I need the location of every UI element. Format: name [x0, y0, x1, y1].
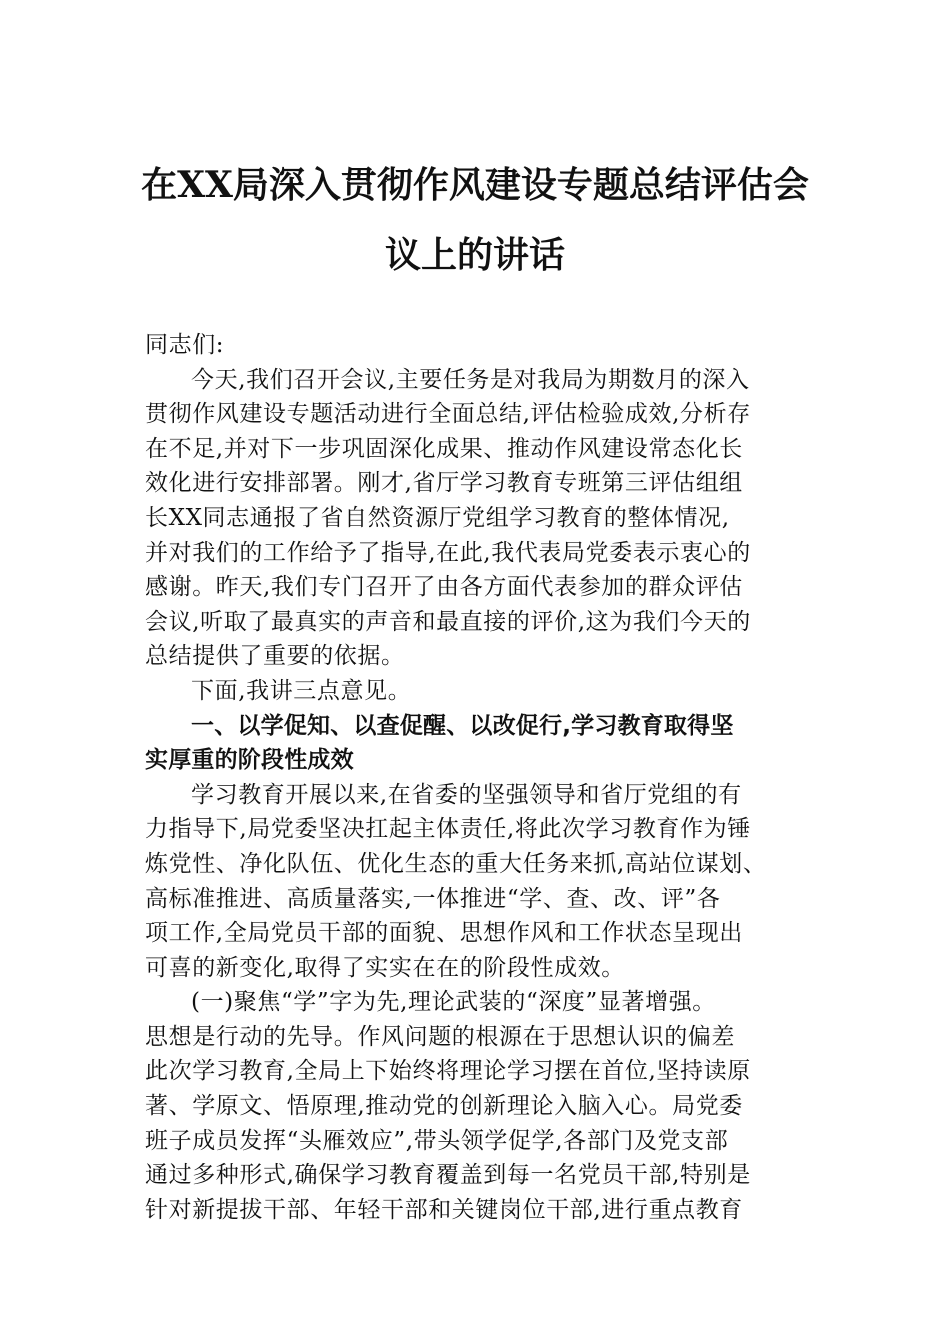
- body-text-line: (一)聚焦“学”字为先,理论武装的“深度”显著增强。: [191, 989, 716, 1016]
- section-heading-line: 实厚重的阶段性成效: [145, 747, 354, 774]
- body-text-line: 今天,我们召开会议,主要任务是对我局为期数月的深入: [191, 366, 750, 393]
- document-body: [145, 328, 807, 1227]
- document-title-line-2: 议上的讲话: [384, 234, 565, 276]
- document-title-line-1: 在XX局深入贯彻作风建设专题总结评估会: [141, 164, 809, 206]
- body-text-line: 贯彻作风建设专题活动进行全面总结,评估检验成效,分析存: [145, 401, 751, 428]
- body-text-line: 下面,我讲三点意见。: [191, 677, 412, 704]
- body-text-line: 总结提供了重要的依据。: [145, 643, 405, 670]
- body-text-line: 效化进行安排部署。刚才,省厅学习教育专班第三评估组组: [145, 470, 743, 497]
- section-heading-line: 一、以学促知、以查促醒、以改促行,学习教育取得坚: [191, 712, 734, 739]
- body-text-line: 炼党性、净化队伍、优化生态的重大任务来抓,高站位谋划、: [145, 850, 767, 877]
- body-text-line: 学习教育开展以来,在省委的坚强领导和省厅党组的有: [191, 781, 742, 808]
- body-text-line: 力指导下,局党委坚决扛起主体责任,将此次学习教育作为锤: [145, 816, 751, 843]
- body-text-line: 在不足,并对下一步巩固深化成果、推动作风建设常态化长: [145, 435, 743, 462]
- body-text-line: 项工作,全局党员干部的面貌、思想作风和工作状态呈现出: [145, 920, 743, 947]
- body-text-line: 此次学习教育,全局上下始终将理论学习摆在首位,坚持读原: [145, 1058, 751, 1085]
- body-text-line: 可喜的新变化,取得了实实在在的阶段性成效。: [145, 954, 625, 981]
- body-text-line: 著、学原文、悟原理,推动党的创新理论入脑入心。局党委: [145, 1093, 743, 1120]
- body-text-line: 感谢。昨天,我们专门召开了由各方面代表参加的群众评估: [145, 574, 743, 601]
- body-text-line: 通过多种形式,确保学习教育覆盖到每一名党员干部,特别是: [145, 1162, 751, 1189]
- body-text-line: 思想是行动的先导。作风问题的根源在于思想认识的偏差: [145, 1023, 735, 1050]
- body-text-line: 长XX同志通报了省自然资源厅党组学习教育的整体情况,: [145, 504, 730, 531]
- body-text-line: 同志们:: [145, 332, 225, 358]
- body-text-line: 班子成员发挥“头雁效应”,带头领学促学,各部门及党支部: [145, 1127, 729, 1154]
- body-text-line: 并对我们的工作给予了指导,在此,我代表局党委表示衷心的: [145, 539, 751, 566]
- body-text-line: 高标准推进、高质量落实,一体推进“学、查、改、评”各: [145, 885, 721, 912]
- body-text-line: 会议,听取了最真实的声音和最直接的评价,这为我们今天的: [145, 608, 751, 635]
- body-text-line: 针对新提拔干部、年轻干部和关键岗位干部,进行重点教育: [145, 1196, 743, 1223]
